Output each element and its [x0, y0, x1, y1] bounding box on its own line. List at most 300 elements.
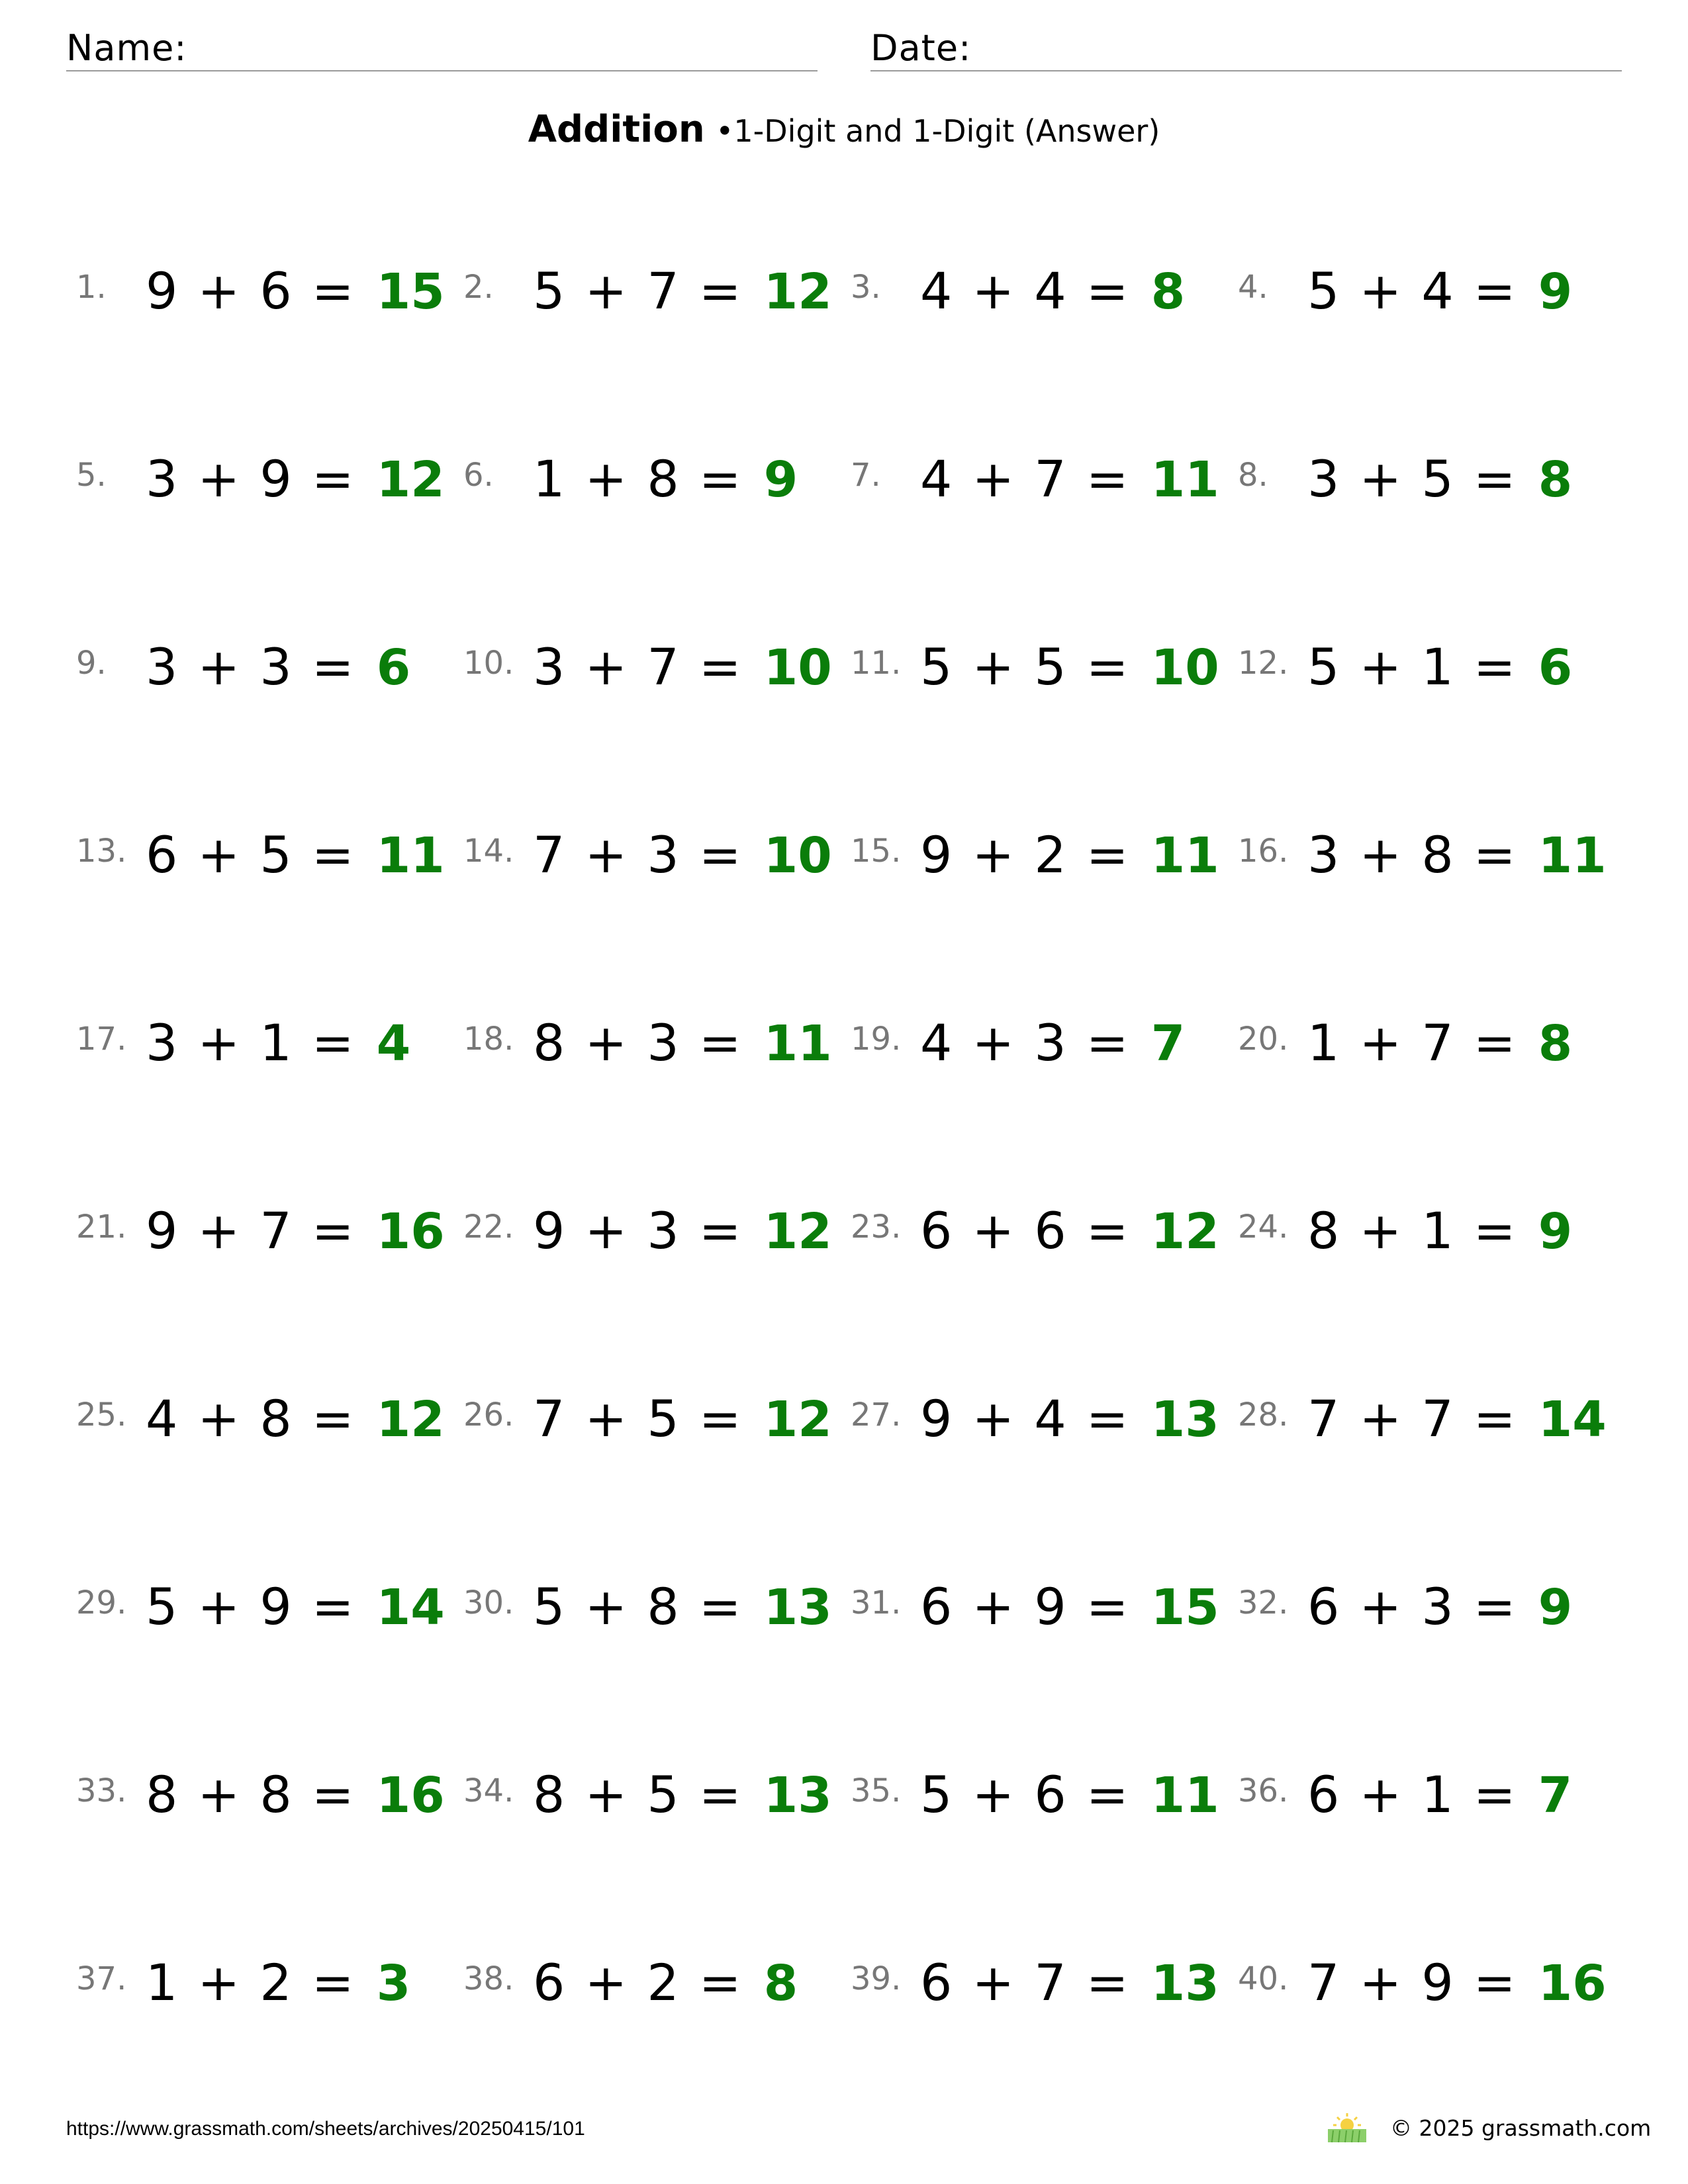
problem-equation	[533, 815, 832, 895]
problem-number: 18.	[463, 1021, 514, 1058]
addend-a: 6	[533, 1953, 565, 2012]
problem-item	[76, 1755, 447, 1835]
equals-sign: =	[1086, 1577, 1129, 1636]
plus-sign: +	[197, 1013, 240, 1072]
plus-sign: +	[585, 449, 628, 508]
problem-number: 12.	[1238, 645, 1289, 682]
problem-equation	[533, 1943, 798, 2023]
addend-b: 5	[1034, 637, 1066, 696]
plus-sign: +	[1359, 637, 1402, 696]
answer: 15	[376, 263, 445, 320]
addend-a: 5	[1307, 637, 1340, 696]
problem-number: 20.	[1238, 1021, 1289, 1058]
problem-number: 32.	[1238, 1584, 1289, 1621]
equals-sign: =	[698, 1953, 741, 2012]
addend-a: 8	[533, 1765, 565, 1824]
problem-item	[851, 251, 1221, 331]
problem-equation	[533, 251, 832, 332]
problem-item	[463, 1191, 834, 1271]
plus-sign: +	[197, 1953, 240, 2012]
footer-url[interactable]: https://www.grassmath.com/sheets/archives/20250415/101	[66, 2118, 585, 2140]
equals-sign: =	[1473, 825, 1516, 884]
problem-item	[463, 627, 834, 707]
problem-item	[463, 815, 834, 895]
answer: 15	[1150, 1579, 1219, 1636]
addend-a: 5	[920, 637, 953, 696]
problem-number: 7.	[851, 457, 881, 494]
addend-a: 4	[920, 1013, 953, 1072]
answer: 12	[763, 1391, 832, 1448]
addend-b: 8	[647, 449, 679, 508]
addend-b: 5	[647, 1389, 679, 1448]
problem-equation	[920, 627, 1219, 707]
answer: 12	[763, 263, 832, 320]
plus-sign: +	[585, 1953, 628, 2012]
addend-b: 5	[1421, 449, 1454, 508]
equals-sign: =	[1473, 1013, 1516, 1072]
equals-sign: =	[1473, 637, 1516, 696]
plus-sign: +	[585, 1765, 628, 1824]
problem-equation	[146, 1567, 445, 1647]
addend-b: 9	[1034, 1577, 1066, 1636]
equals-sign: =	[311, 1013, 354, 1072]
problem-number: 33.	[76, 1772, 127, 1809]
answer: 11	[763, 1015, 832, 1072]
addend-a: 4	[146, 1389, 178, 1448]
plus-sign: +	[1359, 1013, 1402, 1072]
equals-sign: =	[311, 637, 354, 696]
problem-item	[76, 1191, 447, 1271]
problem-number: 39.	[851, 1960, 902, 1997]
name-field[interactable]	[66, 26, 818, 71]
addend-b: 4	[1034, 261, 1066, 320]
problem-number: 4.	[1238, 269, 1268, 306]
problem-equation	[1307, 1943, 1607, 2023]
equals-sign: =	[698, 637, 741, 696]
problem-item	[463, 1755, 834, 1835]
answer: 8	[763, 1955, 798, 2012]
addend-b: 6	[1034, 1765, 1066, 1824]
date-field[interactable]	[870, 26, 1622, 71]
addend-b: 1	[1421, 1765, 1454, 1824]
equals-sign: =	[1086, 825, 1129, 884]
problem-number: 26.	[463, 1396, 514, 1433]
addend-b: 3	[1421, 1577, 1454, 1636]
equals-sign: =	[311, 1389, 354, 1448]
answer: 9	[1538, 1203, 1573, 1260]
equals-sign: =	[1473, 1953, 1516, 2012]
plus-sign: +	[197, 449, 240, 508]
addend-a: 9	[533, 1201, 565, 1260]
problem-number: 35.	[851, 1772, 902, 1809]
plus-sign: +	[972, 1389, 1015, 1448]
problem-equation	[1307, 439, 1572, 520]
problem-item	[1238, 1943, 1609, 2023]
footer-copyright: © 2025 grassmath.com	[1390, 2115, 1652, 2141]
addend-a: 6	[1307, 1577, 1340, 1636]
problem-number: 27.	[851, 1396, 902, 1433]
plus-sign: +	[585, 261, 628, 320]
problem-number: 10.	[463, 645, 514, 682]
answer: 9	[763, 451, 798, 508]
problem-equation	[533, 1191, 832, 1271]
equals-sign: =	[1473, 1201, 1516, 1260]
answer: 10	[763, 827, 832, 884]
addend-a: 3	[146, 1013, 178, 1072]
problem-item	[1238, 251, 1609, 331]
addend-a: 7	[533, 825, 565, 884]
equals-sign: =	[698, 1389, 741, 1448]
answer: 12	[376, 451, 445, 508]
answer: 11	[1150, 451, 1219, 508]
problem-number: 37.	[76, 1960, 127, 1997]
problem-item	[463, 1379, 834, 1459]
addend-a: 5	[533, 1577, 565, 1636]
problem-item	[851, 1567, 1221, 1647]
problem-item	[76, 1379, 447, 1459]
problem-equation	[146, 1003, 410, 1083]
problem-number: 36.	[1238, 1772, 1289, 1809]
problem-item	[851, 1943, 1221, 2023]
addend-b: 8	[647, 1577, 679, 1636]
equals-sign: =	[1473, 1577, 1516, 1636]
answer: 13	[763, 1767, 832, 1824]
addend-b: 2	[259, 1953, 292, 2012]
answer: 11	[1538, 827, 1607, 884]
problem-item	[1238, 1379, 1609, 1459]
addend-a: 9	[146, 261, 178, 320]
problem-equation	[920, 1567, 1219, 1647]
addend-a: 9	[920, 1389, 953, 1448]
problem-equation	[1307, 251, 1572, 332]
answer: 7	[1150, 1015, 1186, 1072]
problem-item	[76, 1943, 447, 2023]
problem-number: 17.	[76, 1021, 127, 1058]
title-subtitle: 1-Digit and 1-Digit (Answer)	[733, 113, 1160, 149]
equals-sign: =	[311, 1577, 354, 1636]
problem-equation	[146, 1379, 445, 1459]
plus-sign: +	[972, 1765, 1015, 1824]
addend-a: 7	[1307, 1389, 1340, 1448]
problem-equation	[533, 1567, 832, 1647]
equals-sign: =	[1086, 449, 1129, 508]
problem-equation	[146, 815, 445, 895]
addend-b: 3	[1034, 1013, 1066, 1072]
equals-sign: =	[311, 1765, 354, 1824]
answer: 13	[1150, 1955, 1219, 2012]
answer: 10	[1150, 639, 1219, 696]
problem-equation	[533, 1379, 832, 1459]
addend-a: 3	[1307, 825, 1340, 884]
plus-sign: +	[972, 1953, 1015, 2012]
problem-equation	[533, 439, 798, 520]
problem-equation	[146, 1755, 445, 1835]
problem-number: 3.	[851, 269, 881, 306]
addend-b: 7	[647, 261, 679, 320]
answer: 13	[1150, 1391, 1219, 1448]
plus-sign: +	[1359, 1765, 1402, 1824]
problem-equation	[920, 1191, 1219, 1271]
equals-sign: =	[698, 449, 741, 508]
problem-number: 13.	[76, 833, 127, 870]
equals-sign: =	[1473, 261, 1516, 320]
problem-equation	[146, 627, 410, 707]
answer: 12	[763, 1203, 832, 1260]
addend-b: 5	[259, 825, 292, 884]
problem-number: 29.	[76, 1584, 127, 1621]
problem-number: 8.	[1238, 457, 1268, 494]
problem-number: 31.	[851, 1584, 902, 1621]
addend-b: 7	[1421, 1389, 1454, 1448]
plus-sign: +	[197, 1201, 240, 1260]
addend-a: 3	[146, 637, 178, 696]
problem-number: 5.	[76, 457, 107, 494]
problem-item	[76, 1003, 447, 1083]
addend-a: 8	[1307, 1201, 1340, 1260]
answer: 11	[1150, 827, 1219, 884]
addend-a: 6	[920, 1201, 953, 1260]
problem-equation	[533, 1003, 832, 1083]
addend-b: 9	[1421, 1953, 1454, 2012]
problem-number: 23.	[851, 1208, 902, 1246]
addend-b: 8	[259, 1765, 292, 1824]
plus-sign: +	[197, 1577, 240, 1636]
problem-item	[76, 627, 447, 707]
answer: 7	[1538, 1767, 1573, 1824]
answer: 8	[1538, 1015, 1573, 1072]
equals-sign: =	[1086, 1201, 1129, 1260]
plus-sign: +	[585, 1389, 628, 1448]
problem-item	[463, 1003, 834, 1083]
equals-sign: =	[1473, 449, 1516, 508]
addend-b: 7	[647, 637, 679, 696]
problem-number: 9.	[76, 645, 107, 682]
answer: 6	[1538, 639, 1573, 696]
addend-a: 5	[146, 1577, 178, 1636]
problem-equation	[920, 251, 1185, 332]
problem-equation	[146, 1943, 410, 2023]
plus-sign: +	[972, 1577, 1015, 1636]
problem-equation	[920, 1755, 1219, 1835]
addend-a: 8	[533, 1013, 565, 1072]
answer: 16	[1538, 1955, 1607, 2012]
plus-sign: +	[197, 261, 240, 320]
equals-sign: =	[311, 449, 354, 508]
problem-item	[851, 1003, 1221, 1083]
problem-number: 6.	[463, 457, 494, 494]
addend-b: 9	[259, 1577, 292, 1636]
addend-b: 7	[1034, 449, 1066, 508]
addend-b: 4	[1421, 261, 1454, 320]
addend-b: 1	[259, 1013, 292, 1072]
problem-number: 40.	[1238, 1960, 1289, 1997]
problem-equation	[533, 627, 832, 707]
addend-a: 1	[146, 1953, 178, 2012]
addend-a: 4	[920, 449, 953, 508]
problem-number: 14.	[463, 833, 514, 870]
addend-a: 1	[1307, 1013, 1340, 1072]
title-separator: •	[716, 113, 734, 149]
problem-item	[463, 439, 834, 519]
problem-number: 28.	[1238, 1396, 1289, 1433]
problem-number: 25.	[76, 1396, 127, 1433]
problem-item	[76, 439, 447, 519]
problem-item	[1238, 439, 1609, 519]
answer: 8	[1150, 263, 1186, 320]
problem-item	[851, 1755, 1221, 1835]
equals-sign: =	[311, 825, 354, 884]
problem-item	[851, 1191, 1221, 1271]
plus-sign: +	[585, 637, 628, 696]
problem-item	[1238, 815, 1609, 895]
plus-sign: +	[972, 449, 1015, 508]
addend-b: 4	[1034, 1389, 1066, 1448]
name-label: Name:	[66, 27, 187, 69]
addend-b: 6	[259, 261, 292, 320]
answer: 10	[763, 639, 832, 696]
equals-sign: =	[1086, 1953, 1129, 2012]
problem-equation	[920, 439, 1219, 520]
plus-sign: +	[197, 1389, 240, 1448]
problem-item	[463, 251, 834, 331]
addend-a: 7	[1307, 1953, 1340, 2012]
problem-equation	[146, 1191, 445, 1271]
answer: 14	[1538, 1391, 1607, 1448]
answer: 9	[1538, 263, 1573, 320]
date-label: Date:	[870, 27, 972, 69]
problem-number: 11.	[851, 645, 902, 682]
plus-sign: +	[1359, 825, 1402, 884]
equals-sign: =	[698, 1201, 741, 1260]
addend-a: 7	[533, 1389, 565, 1448]
equals-sign: =	[1086, 1765, 1129, 1824]
plus-sign: +	[197, 825, 240, 884]
addend-b: 1	[1421, 1201, 1454, 1260]
equals-sign: =	[698, 261, 741, 320]
problem-item	[851, 1379, 1221, 1459]
problem-equation	[1307, 1003, 1572, 1083]
problem-item	[851, 815, 1221, 895]
equals-sign: =	[311, 261, 354, 320]
addend-b: 3	[259, 637, 292, 696]
addend-b: 3	[647, 1013, 679, 1072]
grass-sun-logo-icon	[1324, 2108, 1370, 2145]
problem-number: 21.	[76, 1208, 127, 1246]
problem-number: 1.	[76, 269, 107, 306]
plus-sign: +	[1359, 1953, 1402, 2012]
answer: 4	[376, 1015, 411, 1072]
answer: 16	[376, 1203, 445, 1260]
equals-sign: =	[698, 1013, 741, 1072]
addend-b: 9	[259, 449, 292, 508]
addend-a: 9	[146, 1201, 178, 1260]
problem-item	[1238, 1191, 1609, 1271]
equals-sign: =	[698, 825, 741, 884]
plus-sign: +	[1359, 261, 1402, 320]
problem-item	[76, 1567, 447, 1647]
addend-a: 3	[1307, 449, 1340, 508]
addend-a: 3	[146, 449, 178, 508]
equals-sign: =	[311, 1201, 354, 1260]
addend-b: 3	[647, 1201, 679, 1260]
plus-sign: +	[972, 1013, 1015, 1072]
plus-sign: +	[585, 1577, 628, 1636]
addend-b: 6	[1034, 1201, 1066, 1260]
problem-equation	[146, 251, 445, 332]
problem-number: 16.	[1238, 833, 1289, 870]
plus-sign: +	[972, 1201, 1015, 1260]
problem-item	[76, 251, 447, 331]
problem-equation	[1307, 1379, 1607, 1459]
answer: 13	[763, 1579, 832, 1636]
title-main: Addition	[528, 108, 705, 151]
problem-equation	[146, 439, 445, 520]
addend-a: 4	[920, 261, 953, 320]
answer: 8	[1538, 451, 1573, 508]
plus-sign: +	[1359, 449, 1402, 508]
plus-sign: +	[197, 1765, 240, 1824]
addend-b: 3	[647, 825, 679, 884]
problem-number: 15.	[851, 833, 902, 870]
answer: 12	[1150, 1203, 1219, 1260]
plus-sign: +	[585, 1013, 628, 1072]
answer: 6	[376, 639, 411, 696]
plus-sign: +	[585, 1201, 628, 1260]
problem-item	[851, 627, 1221, 707]
problem-item	[1238, 627, 1609, 707]
addend-a: 6	[920, 1577, 953, 1636]
addend-a: 1	[533, 449, 565, 508]
problem-item	[1238, 1567, 1609, 1647]
addend-b: 2	[1034, 825, 1066, 884]
problem-equation	[1307, 815, 1607, 895]
problem-equation	[533, 1755, 832, 1835]
problem-item	[76, 815, 447, 895]
plus-sign: +	[197, 637, 240, 696]
addend-a: 8	[146, 1765, 178, 1824]
plus-sign: +	[972, 825, 1015, 884]
problem-number: 24.	[1238, 1208, 1289, 1246]
problem-equation	[920, 1943, 1219, 2023]
equals-sign: =	[698, 1577, 741, 1636]
problem-equation	[920, 1003, 1185, 1083]
addend-b: 7	[1421, 1013, 1454, 1072]
problem-item	[851, 439, 1221, 519]
addend-a: 5	[533, 261, 565, 320]
equals-sign: =	[698, 1765, 741, 1824]
equals-sign: =	[1473, 1389, 1516, 1448]
addend-b: 8	[259, 1389, 292, 1448]
addend-b: 2	[647, 1953, 679, 2012]
addend-b: 5	[647, 1765, 679, 1824]
problem-equation	[1307, 1191, 1572, 1271]
addend-a: 5	[1307, 261, 1340, 320]
answer: 16	[376, 1767, 445, 1824]
problem-number: 38.	[463, 1960, 514, 1997]
problem-equation	[1307, 627, 1572, 707]
equals-sign: =	[1086, 1013, 1129, 1072]
problem-number: 2.	[463, 269, 494, 306]
problem-equation	[920, 1379, 1219, 1459]
addend-b: 7	[259, 1201, 292, 1260]
answer: 12	[376, 1391, 445, 1448]
answer: 9	[1538, 1579, 1573, 1636]
answer: 14	[376, 1579, 445, 1636]
plus-sign: +	[1359, 1201, 1402, 1260]
problem-equation	[1307, 1755, 1572, 1835]
equals-sign: =	[1086, 1389, 1129, 1448]
plus-sign: +	[972, 637, 1015, 696]
